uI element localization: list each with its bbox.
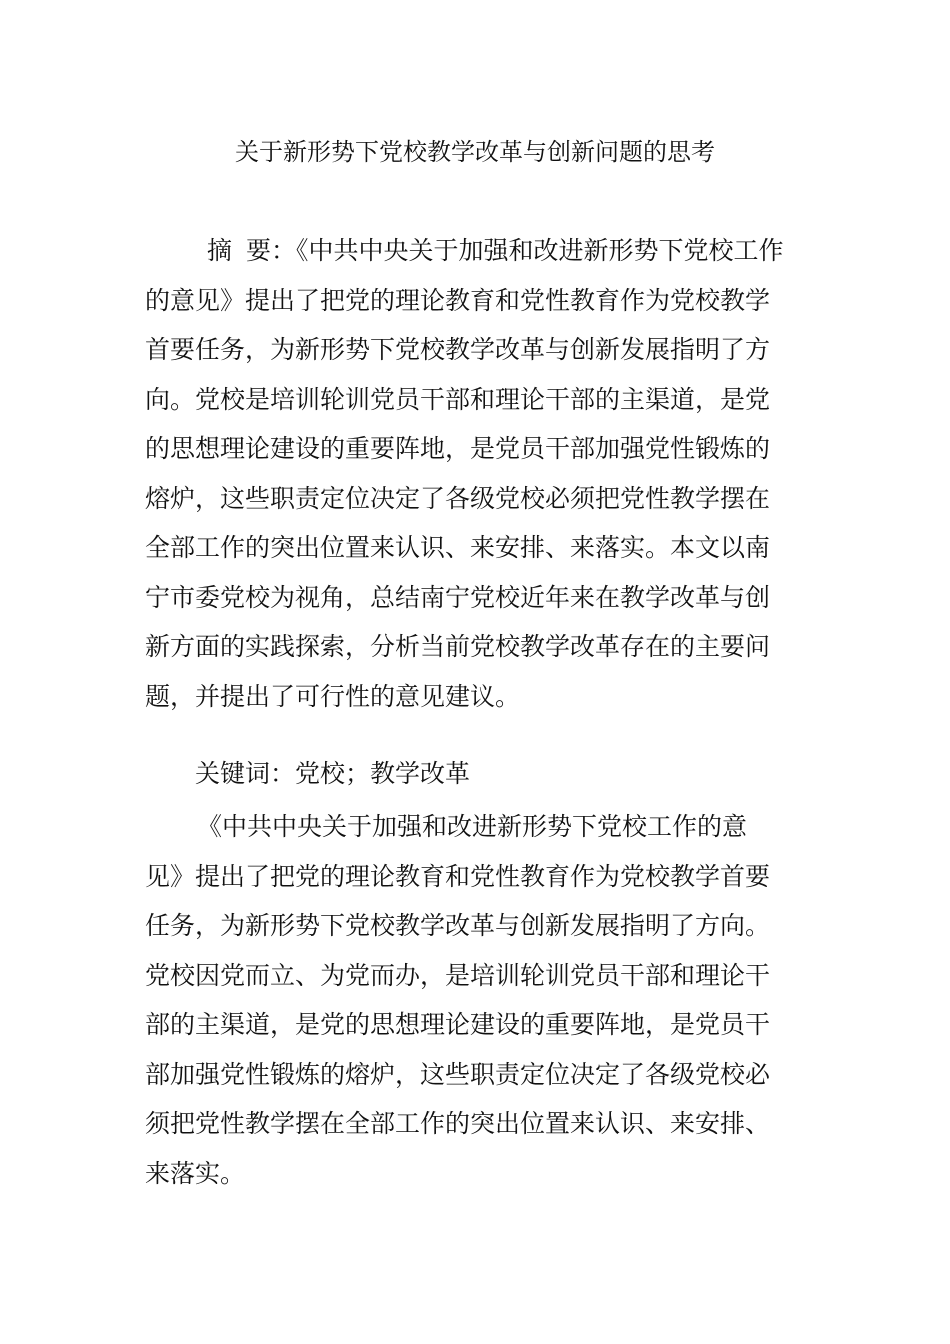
body-line: 见》提出了把党的理论教育和党性教育作为党校教学首要 (145, 861, 771, 891)
abstract-line-text: 《中共中央关于加强和改进新形势下党校工作 (296, 236, 784, 265)
body-line: 任务，为新形势下党校教学改革与创新发展指明了方向。 (145, 911, 771, 940)
abstract-line: 向。党校是培训轮训党员干部和理论干部的主渠道，是党 (145, 384, 771, 414)
body-line: 部的主渠道，是党的思想理论建设的重要阵地，是党员干 (145, 1010, 771, 1039)
abstract-line: 首要任务，为新形势下党校教学改革与创新发展指明了方 (145, 335, 771, 364)
body-line: 《中共中央关于加强和改进新形势下党校工作的意 (197, 812, 748, 841)
abstract-paragraph (145, 226, 825, 721)
abstract-line: 新方面的实践探索，分析当前党校教学改革存在的主要问 (145, 632, 771, 661)
body-line: 党校因党而立、为党而办，是培训轮训党员干部和理论干 (145, 960, 771, 990)
abstract-line: 的意见》提出了把党的理论教育和党性教育作为党校教学 (145, 285, 771, 315)
document-title: 关于新形势下党校教学改革与创新问题的思考 (235, 138, 715, 166)
abstract-line: 全部工作的突出位置来认识、来安排、来落实。本文以南 (145, 533, 771, 562)
abstract-line: 熔炉，这些职责定位决定了各级党校必须把党性教学摆在 (145, 483, 771, 513)
body-line: 来落实。 (145, 1158, 246, 1188)
body-paragraph (145, 802, 825, 1198)
keywords-line: 关键词：党校；教学改革 (195, 759, 471, 788)
abstract-line (145, 226, 825, 276)
body-line: 须把党性教学摆在全部工作的突出位置来认识、来安排、 (145, 1109, 771, 1138)
abstract-label-char1: 摘 (207, 236, 233, 265)
abstract-label-char2: 要： (246, 236, 297, 265)
abstract-line: 宁市委党校为视角，总结南宁党校近年来在教学改革与创 (145, 582, 771, 612)
body-line: 部加强党性锻炼的熔炉，这些职责定位决定了各级党校必 (145, 1059, 771, 1089)
abstract-line: 的思想理论建设的重要阵地，是党员干部加强党性锻炼的 (145, 434, 771, 463)
abstract-line: 题，并提出了可行性的意见建议。 (145, 681, 521, 711)
